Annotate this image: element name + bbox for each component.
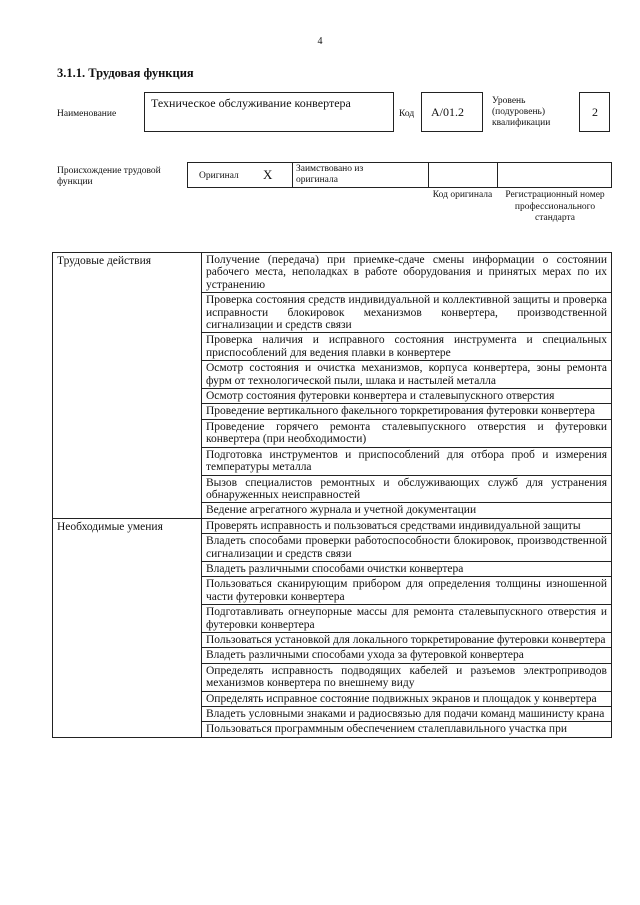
row-category: Трудовые действия: [53, 253, 202, 519]
name-field: [144, 92, 394, 132]
level-value: 2: [592, 105, 598, 119]
section-title: 3.1.1. Трудовая функция: [57, 66, 194, 80]
row-item: Пользоваться сканирующим прибором для определения толщины изношенной части футеровки конвертера: [202, 577, 612, 605]
row-category: Необходимые умения: [53, 518, 202, 737]
name-label: Наименование: [57, 109, 117, 119]
row-item: Проверка наличия и исправного состояния инструмента и специальных приспособлений для ведения плавки в конвертере: [202, 333, 612, 361]
row-item: Получение (передача) при приемке-сдаче смены информации о состоянии рабочего места, неполадках в работе оборудования и принятых мерах по их устранению: [202, 253, 612, 293]
level-label: Уровень (подуровень) квалификации: [492, 96, 551, 128]
borrowed-label: Заимствовано из оригинала: [296, 164, 364, 185]
origin-label: Происхождение трудовой функции: [57, 166, 161, 187]
labor-functions-table: [52, 252, 612, 738]
row-item: Владеть различными способами ухода за футеровкой конвертера: [202, 648, 612, 663]
page-number: 4: [317, 36, 323, 47]
row-item: Вызов специалистов ремонтных и обслуживающих служб для устранения обнаруженных неисправностей: [202, 475, 612, 503]
row-item: Проверка состояния средств индивидуальной и коллективной защиты и проверка исправности блокировок механизмов конвертера, производственной сигнализации и средств связи: [202, 293, 612, 333]
level-field: [579, 92, 610, 132]
original-label: Оригинал: [199, 171, 239, 181]
row-item: Подготавливать огнеупорные массы для ремонта сталевыпускного отверстия и футеровки конвертера: [202, 605, 612, 633]
row-item: Проведение вертикального факельного торкретирования футеровки конвертера: [202, 404, 612, 419]
row-item: Определять исправное состояние подвижных экранов и площадок у конвертера: [202, 691, 612, 706]
code-value: А/01.2: [431, 105, 464, 119]
name-value: Техническое обслуживание конвертера: [151, 96, 351, 110]
row-item: Владеть способами проверки работоспособности блокировок, производственной сигнализации и средств связи: [202, 534, 612, 562]
row-item: Осмотр состояния футеровки конвертера и сталевыпускного отверстия: [202, 389, 612, 404]
code-original-caption: Код оригинала: [432, 190, 493, 200]
table-row: [53, 253, 612, 293]
row-item: Подготовка инструментов и приспособлений для отбора проб и измерения температуры металла: [202, 447, 612, 475]
table-row: [53, 518, 612, 533]
row-item: Определять исправность подводящих кабелей и разъемов электроприводов механизмов конвертера по внешнему виду: [202, 663, 612, 691]
reg-number-caption: Регистрационный номер профессионального стандарта: [505, 190, 605, 223]
row-item: Пользоваться установкой для локального торкретирование футеровки конвертера: [202, 632, 612, 647]
origin-divider-1: [292, 162, 293, 188]
row-item: Проверять исправность и пользоваться средствами индивидуальной защиты: [202, 518, 612, 533]
origin-divider-2: [428, 162, 429, 188]
code-label: Код: [399, 109, 415, 119]
row-item: Владеть условными знаками и радиосвязью для подачи команд машинисту крана: [202, 707, 612, 722]
row-item: Ведение агрегатного журнала и учетной документации: [202, 503, 612, 518]
origin-row: [187, 162, 612, 188]
row-item: Проведение горячего ремонта сталевыпускного отверстия и футеровки конвертера (при необходимости): [202, 419, 612, 447]
original-mark: Х: [263, 167, 273, 182]
code-field: [421, 92, 483, 132]
row-item: Пользоваться программным обеспечением сталеплавильного участка при: [202, 722, 612, 737]
row-item: Осмотр состояния и очистка механизмов, корпуса конвертера, зоны ремонта фурм от технологической пыли, шлака и настылей металла: [202, 361, 612, 389]
row-item: Владеть различными способами очистки конвертера: [202, 561, 612, 576]
origin-divider-3: [497, 162, 498, 188]
